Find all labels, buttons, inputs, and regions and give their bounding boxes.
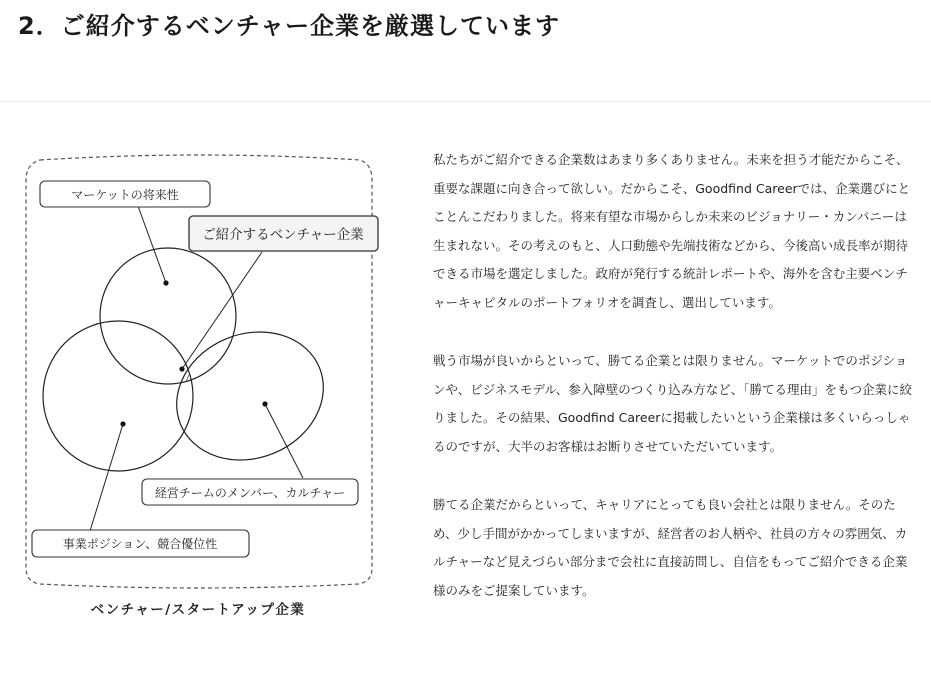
frame-caption: ベンチャー/スタートアップ企業 — [90, 602, 306, 618]
position-circle — [43, 321, 193, 471]
intersection-hatch — [157, 310, 343, 481]
market-leader — [138, 206, 166, 283]
paragraph-culture: 勝てる企業だからといって、キャリアにとっても良い会社とは限りません。そのため、少し手間がかかってしまいますが、経営者のお人柄や、社員の方々の雰囲気、カルチャーなど見えづらい部分まで会社に直接訪問し、自信をもってご紹介できる企業様のみをご提案しています。 — [433, 497, 908, 598]
team-circle — [157, 310, 343, 481]
position-label: 事業ポジション、競合優位性 — [62, 537, 218, 551]
target-leader — [182, 252, 262, 369]
market-circle — [100, 248, 236, 384]
position-leader — [90, 424, 123, 531]
venn-diagram — [0, 140, 400, 640]
target-label: ご紹介するベンチャー企業 — [202, 227, 364, 243]
paragraph-position: 戦う市場が良いからといって、勝てる企業とは限りません。マーケットでのポジションや、ビジネスモデル、参入障壁のつくり込み方など、「勝てる理由」をもつ企業に絞りました。その結果、Goodfind Careerに掲載したいという企業様は多くいらっしゃるのですが、大半のお客様はお断りさせていただいています。 — [433, 353, 913, 454]
paragraph-market: 私たちがご紹介できる企業数はあまり多くありません。未来を担う才能だからこそ、重要な課題に向き合って欲しい。だからこそ、Goodfind Careerでは、企業選びにとことんこだわりました。将来有望な市場からしか未来のビジョナリー・カンパニーは生まれない。その考えのもと、人口動態や先端技術などから、今後高い成長率が期待できる市場を選定しました。政府が発行する統計レポートや、海外を含む主要ベンチャーキャピタルのポートフォリオを調査し、選出しています。 — [433, 152, 911, 310]
section-divider — [0, 101, 931, 102]
team-label: 経営チームのメンバー、カルチャー — [154, 486, 346, 500]
page-heading: 2．ご紹介するベンチャー企業を厳選しています — [18, 12, 560, 40]
market-label: マーケットの将来性 — [71, 188, 179, 202]
team-leader — [265, 404, 303, 478]
description-text — [433, 146, 913, 635]
